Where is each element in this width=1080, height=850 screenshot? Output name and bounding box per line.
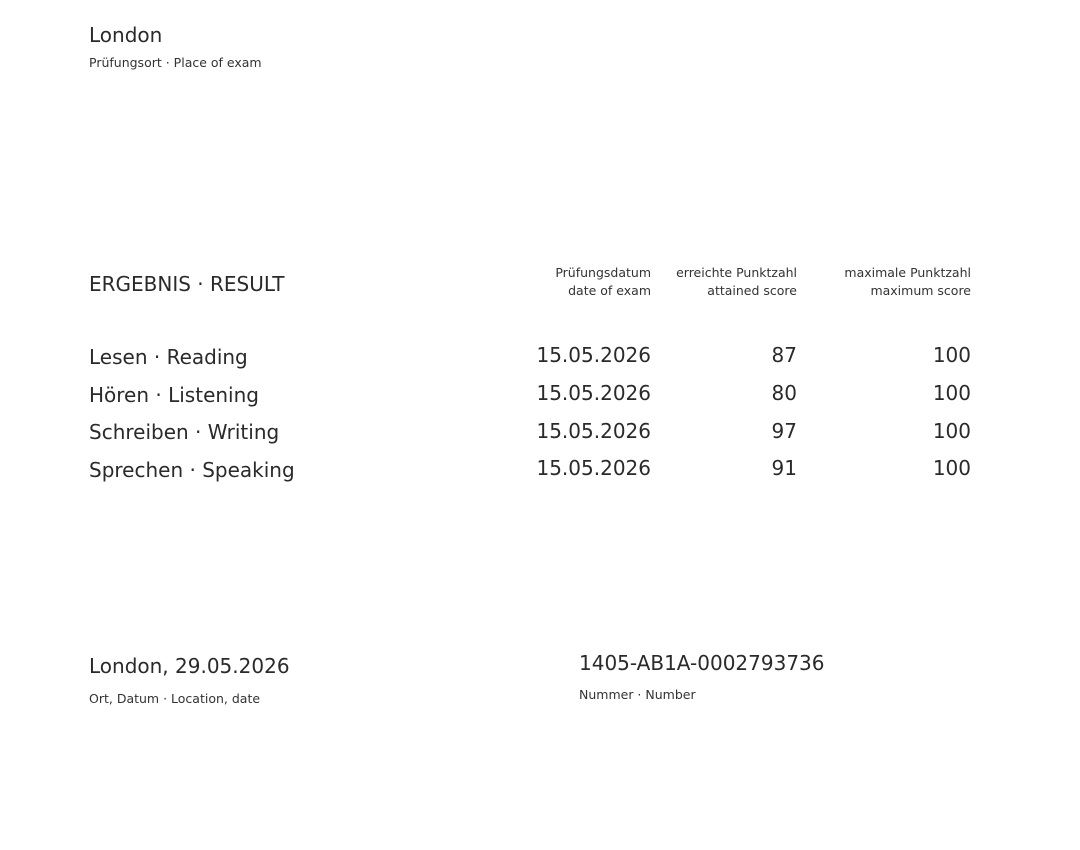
row-label: Hören · Listening [89,383,259,407]
row-maximum-score: 100 [932,381,971,405]
column-header-maximum [844,264,971,299]
row-attained-score: 87 [771,343,797,367]
exam-place-caption: Prüfungsort · Place of exam [89,55,262,70]
row-maximum-score: 100 [932,343,971,367]
column-header-maximum-de: maximale Punktzahl [844,265,971,280]
row-attained-score: 80 [771,381,797,405]
row-attained-score: 91 [771,456,797,480]
column-header-attained [676,264,797,299]
exam-place-value: London [89,23,163,47]
row-date: 15.05.2026 [536,419,651,443]
result-heading: ERGEBNIS · RESULT [89,272,285,296]
row-date: 15.05.2026 [536,343,651,367]
row-label: Schreiben · Writing [89,420,280,444]
row-maximum-score: 100 [932,419,971,443]
row-label: Sprechen · Speaking [89,458,295,482]
row-maximum-score: 100 [932,456,971,480]
row-date: 15.05.2026 [536,381,651,405]
column-header-date [555,264,651,299]
certificate-number-value: 1405-AB1A-0002793736 [579,651,825,675]
column-header-attained-de: erreichte Punktzahl [676,265,797,280]
column-header-date-de: Prüfungsdatum [555,265,651,280]
location-date-caption: Ort, Datum · Location, date [89,691,261,706]
column-header-attained-en: attained score [707,282,797,298]
location-date-value: London, 29.05.2026 [89,654,290,678]
row-attained-score: 97 [771,419,797,443]
row-label: Lesen · Reading [89,345,248,369]
column-header-maximum-en: maximum score [870,282,971,298]
row-date: 15.05.2026 [536,456,651,480]
column-header-date-en: date of exam [568,282,651,298]
certificate-number-caption: Nummer · Number [579,687,696,702]
